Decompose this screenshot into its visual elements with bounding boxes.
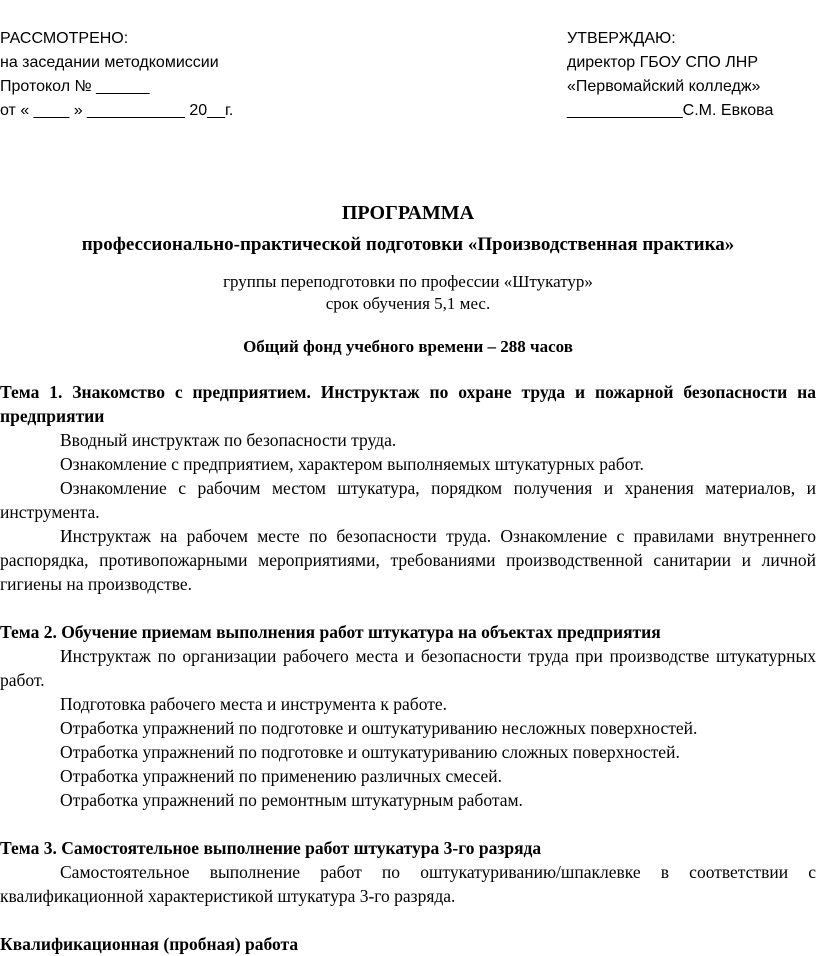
topic-paragraph: Ознакомление с предприятием, характером выполняемых штукатурных работ. <box>60 454 644 474</box>
total-hours: Общий фонд учебного времени – 288 часов <box>243 337 573 356</box>
reviewed-label: РАССМОТРЕНО: <box>0 30 129 47</box>
topic-paragraph: Отработка упражнений по ремонтным штукатурным работам. <box>60 790 523 810</box>
topic-paragraph: Вводный инструктаж по безопасности труда. <box>60 430 397 450</box>
topic-paragraph: Подготовка рабочего места и инструмента к работе. <box>60 694 448 714</box>
topic-paragraph: Инструктаж на рабочем месте по безопасности труда. Ознакомление с правилами внутреннего распорядка, противопожарными мероприятиями, требованиями производственной санитарии и личной гигиены на производстве. <box>0 526 816 594</box>
approval-block-approved <box>567 27 773 123</box>
approval-block-reviewed <box>0 27 233 123</box>
program-body <box>0 380 816 956</box>
topic-heading: Тема 3. Самостоятельное выполнение работ штукатура 3-го разряда <box>0 838 542 858</box>
topic-paragraph: Отработка упражнений по подготовке и оштукатуриванию несложных поверхностей. <box>60 718 698 738</box>
topic-heading: Квалификационная (пробная) работа <box>0 934 299 954</box>
term-line: срок обучения 5,1 мес. <box>325 294 491 313</box>
document-title: ПРОГРАММА <box>341 202 475 224</box>
approved-label: УТВЕРЖДАЮ: <box>567 30 676 47</box>
director-signature: _____________С.М. Евкова <box>567 102 774 119</box>
topic-paragraph: Самостоятельное выполнение работ по оштукатуриванию/шпаклевке в соответствии с квалификационной характеристикой штукатура 3-го разряда. <box>0 862 816 906</box>
document-subtitle: профессионально-практической подготовки «Производственная практика» <box>81 234 735 255</box>
protocol-number: Протокол № ______ <box>0 78 150 95</box>
group-line: группы переподготовки по профессии «Штукатур» <box>223 272 593 291</box>
topic-paragraph: Ознакомление с рабочим местом штукатура, порядком получения и хранения материалов, и инструмента. <box>0 478 816 522</box>
protocol-date: от « ____ » ___________ 20__г. <box>0 102 234 119</box>
college-name: «Первомайский колледж» <box>567 78 761 95</box>
topic-paragraph: Отработка упражнений по применению различных смесей. <box>60 766 503 786</box>
topic-heading: Тема 2. Обучение приемам выполнения работ штукатура на объектах предприятия <box>0 622 661 642</box>
topic-paragraph: Инструктаж по организации рабочего места и безопасности труда при производстве штукатурных работ. <box>0 646 816 690</box>
director-position: директор ГБОУ СПО ЛНР <box>567 54 758 71</box>
topic-paragraph: Отработка упражнений по подготовке и оштукатуриванию сложных поверхностей. <box>60 742 680 762</box>
reviewed-body: на заседании методкомиссии <box>0 54 219 71</box>
topic-heading: Тема 1. Знакомство с предприятием. Инструктаж по охране труда и пожарной безопасности на предприятии <box>0 382 816 426</box>
